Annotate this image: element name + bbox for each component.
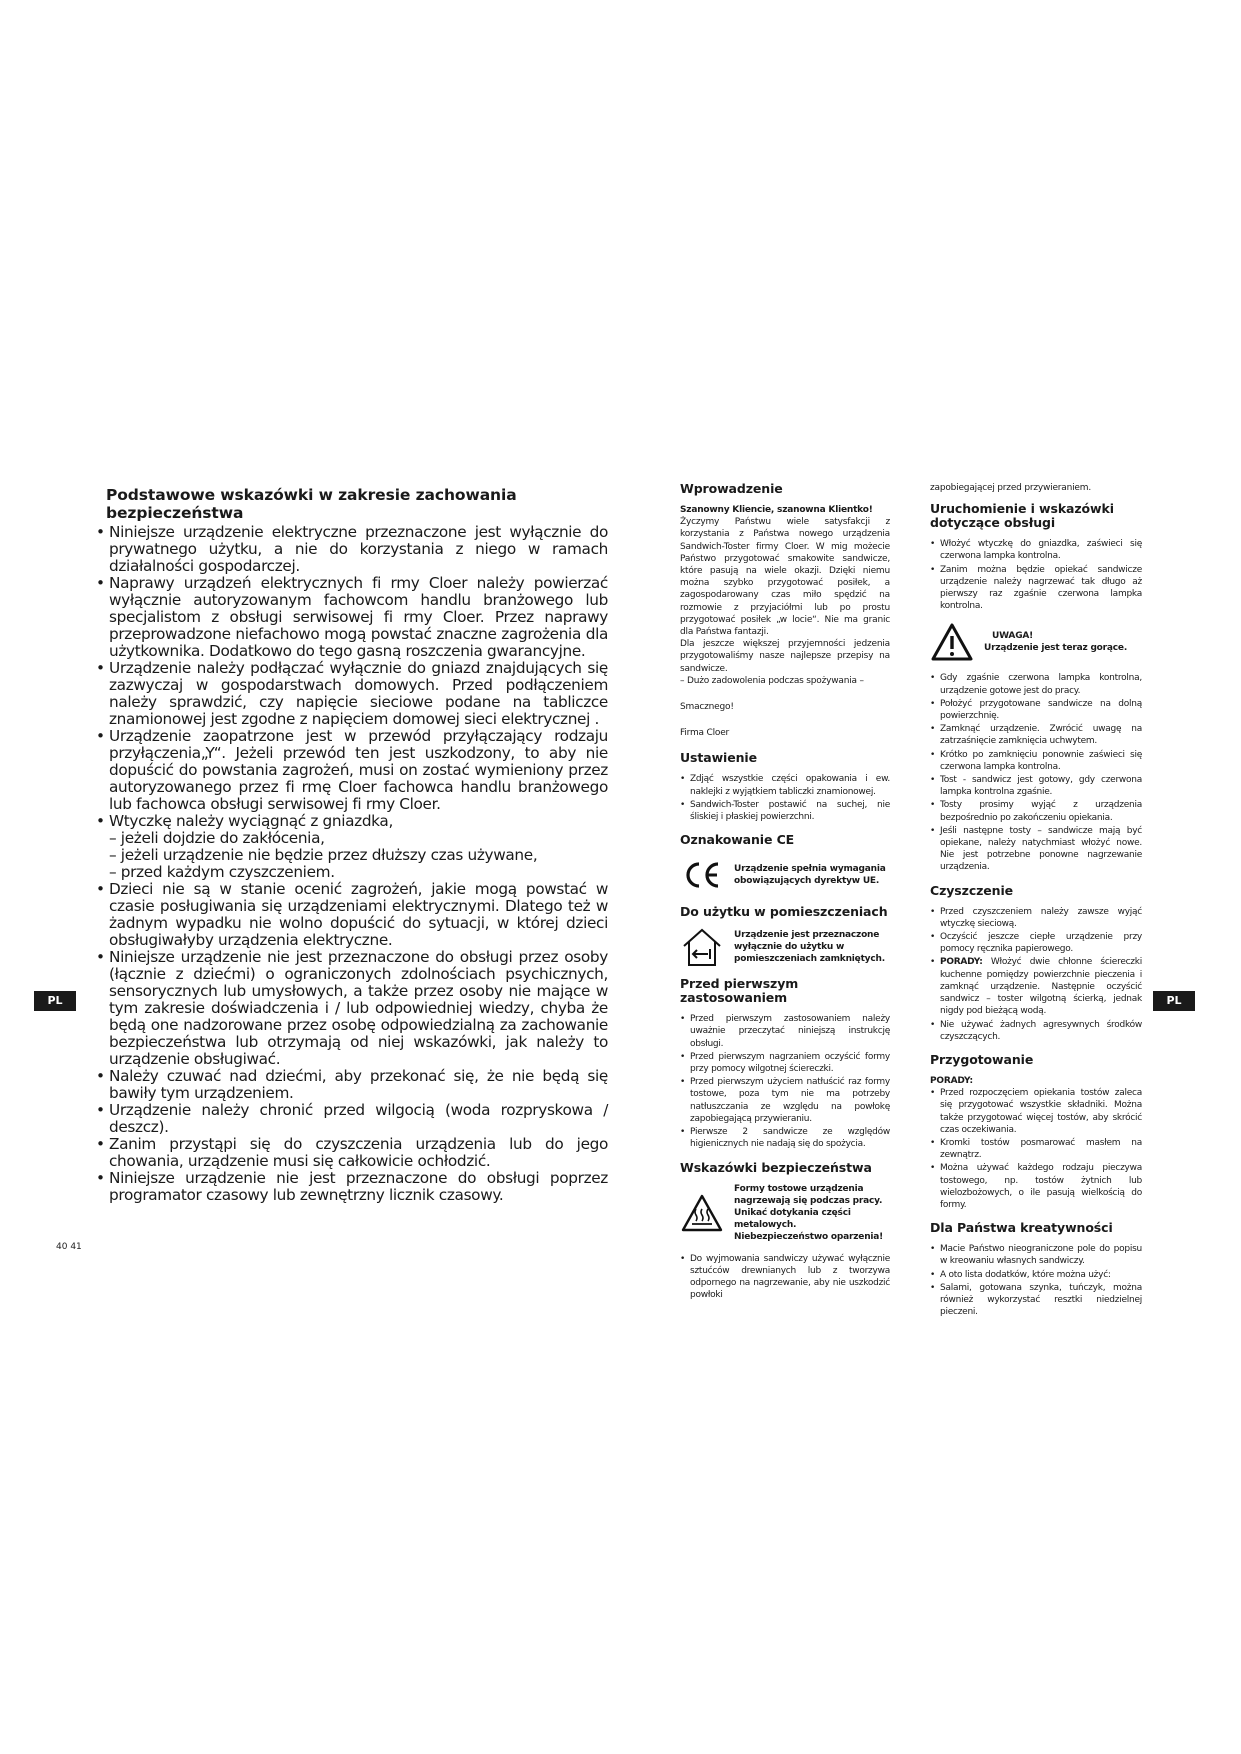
- page-number: 40 41: [56, 1242, 82, 1252]
- list-item: • Urządzenie należy chronić przed wilgocią (woda rozpryskowa / deszcz).: [94, 1102, 608, 1136]
- plug-lead: Wtyczkę należy wyciągnąć z gniazdka,: [109, 812, 393, 830]
- setup-title: Ustawienie: [680, 750, 757, 766]
- plug-sub-item: – jeżeli urządzenie nie będzie przez dłuższy czas używane,: [109, 846, 538, 864]
- list-item: • Salami, gotowana szynka, tuńczyk, można również wykorzystać resztki niedzielnej pieczeni.: [930, 1282, 1142, 1319]
- list-item: • Niniejsze urządzenie elektryczne przeznaczone jest wyłącznie do prywatnego użytku, a nie do korzystania z niego w ramach działalności gospodarczej.: [94, 524, 608, 575]
- list-item: • Jeśli następne tosty – sandwicze mają być opiekane, należy natychmiast włożyć nowe. Nie jest potrzebne ponowne nagrzewanie urządzenia.: [930, 825, 1142, 874]
- list-item: • Przed pierwszym nagrzaniem oczyścić formy przy pomocy wilgotnej ściereczki.: [680, 1051, 890, 1075]
- list-item: • Niniejsze urządzenie nie jest przeznaczone do obsługi poprzez programator czasowy lub zewnętrzny licznik czasowy.: [94, 1170, 608, 1204]
- list-item: • Włożyć wtyczkę do gniazdka, zaświeci się czerwona lampka kontrolna.: [930, 538, 1142, 562]
- language-tab-left: PL: [34, 991, 76, 1011]
- warning-title: UWAGA!: [992, 631, 1034, 642]
- intro-title: Wprowadzenie: [680, 481, 783, 496]
- list-item: • Przed rozpoczęciem opiekania tostów zaleca się przygotować wszystkie składniki. Można także przygotować więcej tostów, aby skrócić czas oczekiwania.: [930, 1087, 1142, 1136]
- cleaning-tip-text: Włożyć dwie chłonne ściereczki kuchenne pomiędzy powierzchnie pieczenia i zamknąć urządzenie. Następnie oczyścić sandwicz – toster wilgotną ścierką, jednak nigdy pod bieżącą wodą.: [940, 957, 1142, 1017]
- list-item: • Zdjąć wszystkie części opakowania i ew. naklejki z wyjątkiem tabliczki znamionowej.: [680, 773, 890, 797]
- list-item: • Gdy zgaśnie czerwona lampka kontrolna, urządzenie gotowe jest do pracy.: [930, 672, 1142, 696]
- intro-paragraph: – Dużo zadowolenia podczas spożywania –: [680, 675, 864, 686]
- list-item: • Dzieci nie są w stanie ocenić zagrożeń, jakie mogą powstać w czasie posługiwania się urządzeniami elektrycznymi. Dlatego też w żadnym wypadku nie wolno dopuścić do sytuacji, w której dzieci obsługiwałyby urządzenia elektryczne.: [94, 881, 608, 949]
- safety-basics-title: Podstawowe wskazówki w zakresie zachowania bezpieczeństwa: [106, 486, 517, 522]
- list-item: • Zanim można będzie opiekać sandwicze urządzenie należy nagrzewać tak długo aż pierwszy raz zgaśnie czerwona lampka kontrolna.: [930, 564, 1142, 613]
- plug-list-item: [94, 813, 608, 881]
- cleaning-list: [930, 906, 1142, 1043]
- plug-sub-item: – przed każdym czyszczeniem.: [109, 863, 335, 881]
- language-tab-right: PL: [1153, 991, 1195, 1011]
- start-list: [930, 538, 1142, 612]
- operation-list: [930, 672, 1142, 873]
- safety-basics-list: [94, 524, 608, 1204]
- list-item: • Nie używać żadnych agresywnych środków czyszczących.: [930, 1019, 1142, 1043]
- setup-list: [680, 773, 890, 823]
- safety-title: Wskazówki bezpieczeństwa: [680, 1159, 872, 1175]
- plug-sub-item: – jeżeli dojdzie do zakłócenia,: [109, 829, 325, 847]
- list-item: • Naprawy urządzeń elektrycznych fi rmy Cloer należy powierzać wyłącznie autoryzowanym fachowcom handlu branżowego lub specjalistom z obsługi serwisowej fi rmy Cloer. Przez naprawy przeprowadzone niefachowo mogą powstać znaczne zagrożenia dla użytkownika. Dodatkowo do tego gasną roszczenia gwarancyjne.: [94, 575, 608, 660]
- hot-surface-icon: [680, 1193, 724, 1233]
- safety-basics-section: [94, 486, 608, 1204]
- cleaning-tip-label: PORADY:: [940, 957, 983, 968]
- first-use-list: [680, 1013, 890, 1150]
- ce-mark-icon: [680, 855, 724, 895]
- cleaning-tip-item: [930, 956, 1142, 1017]
- list-item: • Przed pierwszym użyciem natłuścić raz formy tostowe, poza tym nie ma potrzeby natłuszczania ze względu na powłokę zapobiegającą przywieraniu.: [680, 1076, 890, 1125]
- start-title: Uruchomienie i wskazówki dotyczące obsługi: [930, 501, 1114, 531]
- list-item: • Sandwich-Toster postawić na suchej, nie śliskiej i płaskiej powierzchni.: [680, 799, 890, 823]
- intro-paragraph: Życzymy Państwu wiele satysfakcji z korzystania z Państwa nowego urządzenia Sandwich-Toster firmy Cloer. W mig możecie Państwo przygotować smakowite sandwicze, które pasują na wiele okazji. Dzięki niemu można szybko przygotować posiłek, a zagospodarowany czas miło spędzić na rozmowie z przyjaciółmi lub po prostu przygotować posiłek „w locie“. Nie ma granic dla Państwa fantazji.: [680, 517, 890, 638]
- preparation-tips-label: PORADY:: [930, 1075, 973, 1086]
- list-item: • Niniejsze urządzenie nie jest przeznaczone do obsługi przez osoby (łącznie z dziećmi) o ograniczonych zdolnościach psychicznych, sensorycznych lub umysłowych, a także przez osoby nie mające w tym zakresie doświadczenia i / lub odpowiedniej wiedzy, chyba że będą one nadzorowane przez osobę odpowiedzialną za zachowanie bezpieczeństwa lub otrzymają od niej wskazówki, jak należy to urządzenie obsługiwać.: [94, 949, 608, 1068]
- indoor-notice: [680, 927, 890, 967]
- preparation-list: [930, 1087, 1142, 1211]
- ce-title: Oznakowanie CE: [680, 832, 795, 848]
- list-item: • Urządzenie należy podłączać wyłącznie do gniazd znajdujących się zazwyczaj w gospodarstwach domowych. Przed podłączeniem należy sprawdzić, czy napięcie sieciowe podane na tabliczce znamionowej jest zgodne z napięciem domowej sieci elektrycznej .: [94, 660, 608, 728]
- list-item: • Zanim przystąpi się do czyszczenia urządzenia lub do jego chowania, urządzenie musi się całkowicie ochłodzić.: [94, 1136, 608, 1170]
- right-page-column-1: [680, 482, 890, 1307]
- cleaning-title: Czyszczenie: [930, 882, 1014, 898]
- list-item: • Zamknąć urządzenie. Zwrócić uwagę na zatrzaśnięcie zamknięcia uchwytem.: [930, 723, 1142, 747]
- list-item: • Do wyjmowania sandwiczy używać wyłącznie sztućców drewnianych lub z tworzywa odpornego na nagrzewanie, aby nie uszkodzić powłoki: [680, 1253, 890, 1302]
- right-page-column-2: [930, 482, 1142, 1324]
- list-item: • Urządzenie zaopatrzone jest w przewód przyłączający rodzaju przyłączenia„Y“. Jeżeli przewód ten jest uszkodzony, to aby nie dopuścić do powstania zagrożeń, musi on zostać wymieniony przez autoryzowanego przez fi rmę Cloer fachowca handlu branżowego lub fachowca obsługi serwisowej fi rmy Cloer.: [94, 728, 608, 813]
- warning-triangle-icon: [930, 622, 974, 662]
- list-item: • Przed pierwszym zastosowaniem należy uważnie przeczytać niniejszą instrukcję obsługi.: [680, 1013, 890, 1050]
- list-item: • Tost - sandwicz jest gotowy, gdy czerwona lampka kontrolna zgaśnie.: [930, 774, 1142, 798]
- intro-paragraph: Dla jeszcze większej przyjemności jedzenia przygotowaliśmy nasze najlepsze przepisy na sandwicze.: [680, 639, 890, 674]
- warning-text-block: [984, 630, 1127, 654]
- smacznego: Smacznego!: [680, 702, 734, 713]
- safety-list: [680, 1253, 890, 1302]
- list-item: • Krótko po zamknięciu ponownie zaświeci się czerwona lampka kontrolna.: [930, 749, 1142, 773]
- list-item: • Kromki tostów posmarować masłem na zewnątrz.: [930, 1137, 1142, 1161]
- list-item: • Przed czyszczeniem należy zawsze wyjąć wtyczkę sieciową.: [930, 906, 1142, 930]
- first-use-title: Przed pierwszym zastosowaniem: [680, 976, 799, 1006]
- hot-surface-notice: [680, 1183, 890, 1243]
- indoor-text: Urządzenie jest przeznaczone wyłącznie do użytku w pomieszczeniach zamkniętych.: [734, 930, 885, 965]
- list-item: • Pierwsze 2 sandwicze ze względów higienicznych nie nadają się do spożycia.: [680, 1126, 890, 1150]
- warning-text: Urządzenie jest teraz gorące.: [984, 643, 1128, 654]
- list-item: • Położyć przygotowane sandwicze na dolną powierzchnię.: [930, 698, 1142, 722]
- preparation-title: Przygotowanie: [930, 1051, 1034, 1067]
- creativity-title: Dla Państwa kreatywności: [930, 1220, 1113, 1236]
- ce-text: Urządzenie spełnia wymagania obowiązujących dyrektyw UE.: [734, 864, 886, 887]
- list-item: • Macie Państwo nieograniczone pole do popisu w kreowaniu własnych sandwiczy.: [930, 1243, 1142, 1267]
- ce-notice: [680, 855, 890, 895]
- list-item: • Można używać każdego rodzaju pieczywa tostowego, np. tostów żytnich lub wielozbożowych, o ile pasują wielkością do formy.: [930, 1162, 1142, 1211]
- continuation-text: zapobiegającej przed przywieraniem.: [930, 483, 1091, 493]
- creativity-list: [930, 1243, 1142, 1318]
- list-item: • Oczyścić jeszcze ciepłe urządzenie przy pomocy ręcznika papierowego.: [930, 931, 1142, 955]
- list-item: • A oto lista dodatków, które można użyć:: [930, 1269, 1142, 1281]
- company: Firma Cloer: [680, 728, 730, 739]
- greeting: Szanowny Kliencie, szanowna Klientko!: [680, 505, 873, 515]
- hot-surface-text: Formy tostowe urządzenia nagrzewają się podczas pracy. Unikać dotykania części metalowych. Niebezpieczeństwo oparzenia!: [734, 1183, 884, 1242]
- warning-notice: [930, 622, 1142, 662]
- list-item: • Tosty prosimy wyjąć z urządzenia bezpośrednio po zakończeniu opiekania.: [930, 799, 1142, 823]
- indoor-title: Do użytku w pomieszczeniach: [680, 904, 888, 920]
- list-item: • Należy czuwać nad dziećmi, aby przekonać się, że nie będą się bawiły tym urządzeniem.: [94, 1068, 608, 1102]
- indoor-house-icon: [680, 927, 724, 967]
